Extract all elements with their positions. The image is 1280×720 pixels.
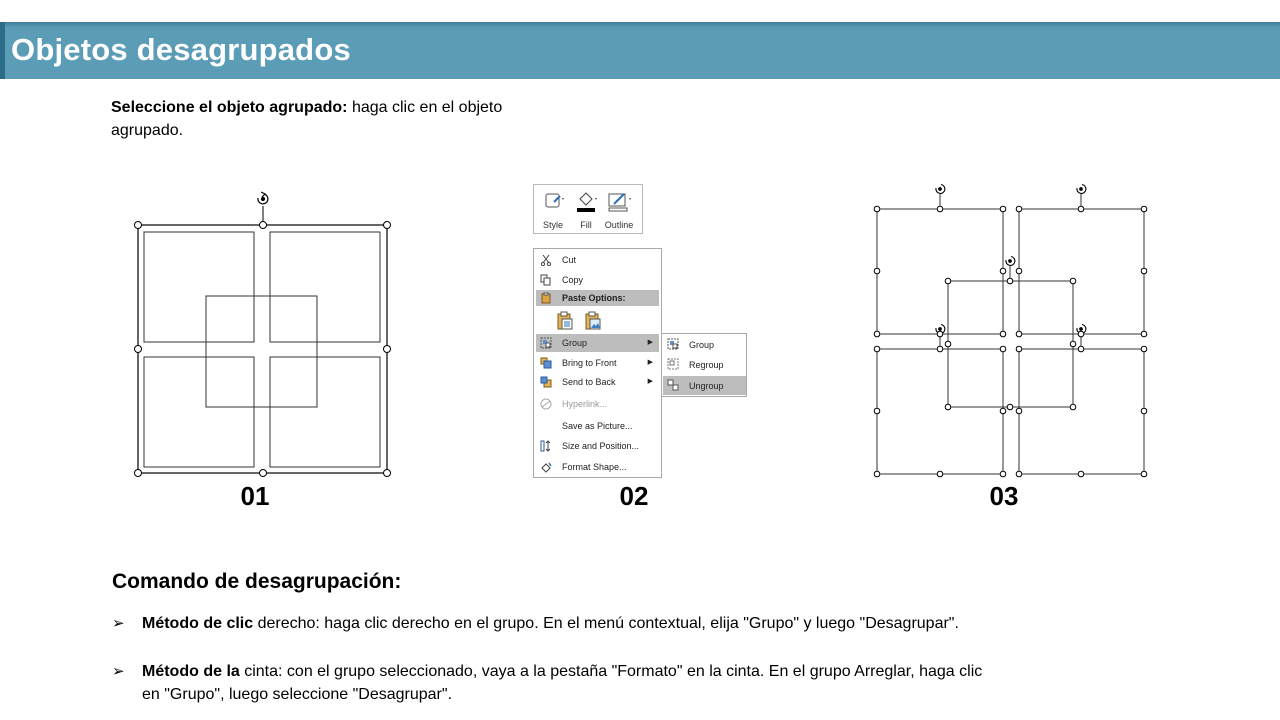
scissors-icon [540,254,552,266]
paste-keep-formatting-icon[interactable] [556,311,574,331]
menu-item-save-as-picture[interactable]: Save as Picture... [562,421,633,431]
arrow-bullet-icon: ➢ [112,615,125,632]
menu-item-copy[interactable]: Copy [536,271,659,289]
submenu-item-group[interactable]: Group [663,335,746,354]
bullet-text: cinta: con el grupo seleccionado, vaya a la pestaña "Formato" en la cinta. En el grupo Arreglar, haga clic en "Grupo", luego seleccione "Desagrupar". [142,663,983,703]
title-bar [0,22,1280,79]
section-title: Comando de desagrupación: [112,570,402,593]
rotate-handle-icon [1006,257,1015,266]
menu-item-send-to-back[interactable]: Send to Back ▶ [536,373,659,391]
submenu-arrow-icon: ▶ [647,339,653,346]
group-submenu [661,333,747,397]
intro-body: haga clic en el objeto agrupado. [111,99,503,139]
style-icon [540,189,566,213]
bullet-bold: Método de clic [142,615,254,632]
rotate-handle-icon [1077,185,1086,194]
paint-bucket-icon [573,189,599,213]
menu-item-cut[interactable]: Cut [536,251,659,269]
clipboard-icon [540,292,552,304]
group-icon [540,337,552,349]
paste-picture-icon[interactable] [584,311,602,331]
menu-item-format-shape[interactable]: Format Shape... [536,458,659,476]
mini-toolbar [533,184,643,234]
regroup-icon [667,358,679,370]
submenu-arrow-icon: ▶ [647,359,653,366]
bullet-text: derecho: haga clic derecho en el grupo. En el menú contextual, elija "Grupo" y luego "Desagrupar". [253,615,959,632]
submenu-item-regroup[interactable]: Regroup [663,355,746,374]
send-to-back-icon [540,376,552,388]
rotate-handle-icon [936,185,945,194]
paste-options-header: Paste Options: [536,290,659,306]
menu-item-group[interactable]: Group ▶ [536,334,659,352]
figure-grouped-object [130,188,395,483]
group-icon [667,338,679,350]
intro-bold: Seleccione el objeto agrupado: [111,99,348,116]
hyperlink-icon [540,398,552,410]
context-menu [533,248,662,478]
rotate-handle-icon [258,192,268,204]
figure-label-02: 02 [619,481,649,511]
menu-item-hyperlink: Hyperlink... [536,395,659,413]
figure-label-03: 03 [989,481,1019,511]
figure-ungrouped-objects [870,180,1155,482]
menu-item-size-and-position[interactable]: Size and Position... [536,437,659,455]
size-position-icon [540,440,552,452]
format-shape-icon [540,461,552,473]
outline-button[interactable]: Outline [604,189,634,230]
ungroup-icon [667,379,679,391]
copy-icon [540,274,552,286]
page-title: Objetos desagrupados [11,32,351,67]
bring-to-front-icon [540,357,552,369]
menu-item-bring-to-front[interactable]: Bring to Front ▶ [536,354,659,372]
fill-button[interactable]: Fill [571,189,601,230]
intro-text [111,96,571,142]
arrow-bullet-icon: ➢ [112,663,125,680]
figure-label-01: 01 [240,481,270,511]
style-button[interactable]: Style [538,189,568,230]
submenu-item-ungroup[interactable]: Ungroup [663,376,746,395]
submenu-arrow-icon: ▶ [647,378,653,385]
outline-pen-icon [604,189,634,213]
bullet-bold: Método de la [142,663,240,680]
